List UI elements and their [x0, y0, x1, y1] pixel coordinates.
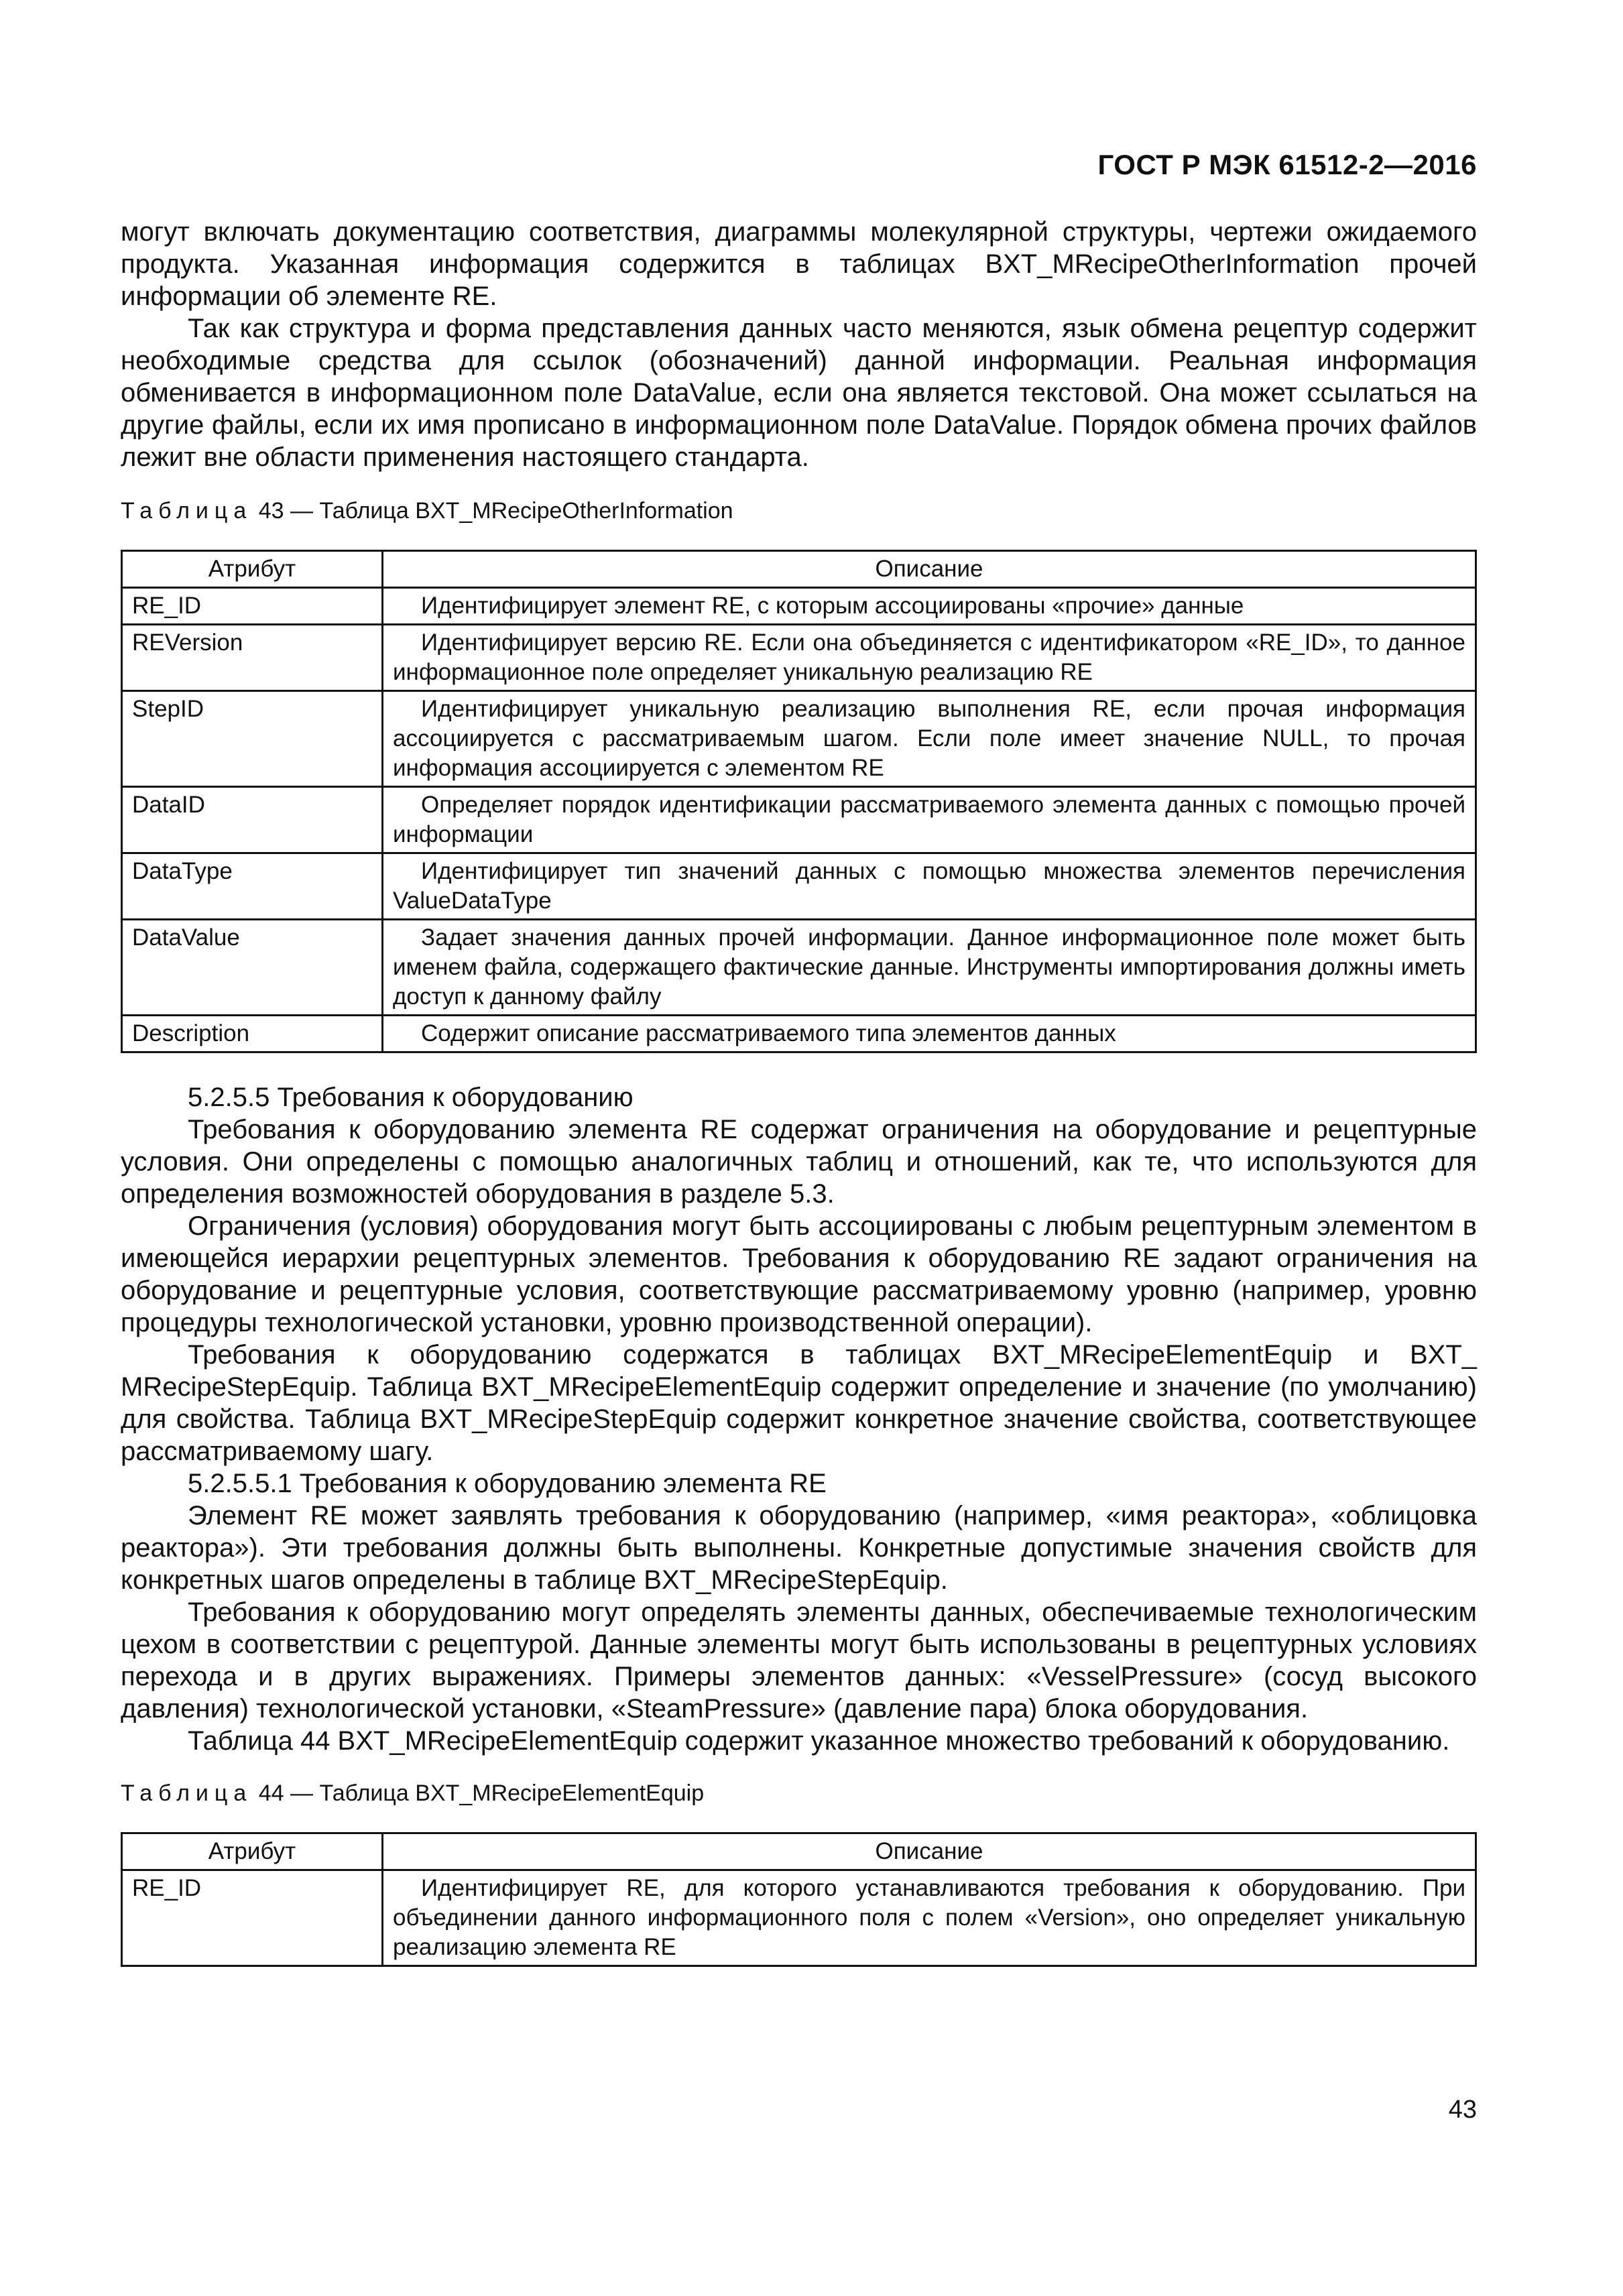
table-44-header-row: [122, 1833, 1476, 1870]
table-43-caption-word: Таблица: [121, 498, 253, 524]
table-44-col-attribute: Атрибут: [122, 1833, 383, 1870]
page-content: [121, 216, 1477, 1967]
table-43-attr-cell: Description: [122, 1016, 383, 1052]
section-heading-5-2-5-5-1: 5.2.5.5.1 Требования к оборудованию элемента RE: [188, 1469, 827, 1498]
table-43-col-attribute: Атрибут: [122, 551, 383, 588]
table-44: [121, 1832, 1477, 1967]
table-43-desc-cell: [383, 1016, 1476, 1052]
page-number: 43: [1448, 2096, 1477, 2124]
paragraph-data-exchange: Так как структура и форма представления данных часто меняются, язык обмена рецептур содержит необходимые средства для ссылок (обозначений) данной информации. Реальная информация обменивается в информационном поле DataValue, если она является текстовой. Она может ссылаться на другие файлы, если их имя прописано в информационном поле DataValue. Порядок обмена прочих файлов лежит вне области применения настоящего стандарта.: [121, 314, 1477, 472]
table-43-desc-cell: [383, 691, 1476, 787]
table-43-desc-cell: [383, 853, 1476, 920]
table-row: [122, 920, 1476, 1016]
paragraph-table-44-intro: Таблица 44 BXT_MRecipeElementEquip содержит указанное множество требований к оборудованию.: [188, 1726, 1450, 1756]
table-43-desc-cell: [383, 920, 1476, 1016]
document-standard-header: ГОСТ Р МЭК 61512-2—2016: [1097, 149, 1477, 180]
table-43-desc-text: Определяет порядок идентификации рассматриваемого элемента данных с помощью прочей информации: [393, 792, 1465, 847]
table-row: [122, 1016, 1476, 1052]
table-44-col-description: Описание: [383, 1833, 1476, 1870]
paragraph-element-requirements: Элемент RE может заявлять требования к оборудованию (например, «имя реактора», «облицовка реактора»). Эти требования должны быть выполнены. Конкретные допустимые значения свойств для конкретных шагов определены в таблице BXT_MRecipeStepEquip.: [121, 1501, 1477, 1595]
table-43-attr-cell: DataValue: [122, 920, 383, 1016]
table-43-attr-cell: StepID: [122, 691, 383, 787]
table-43-header-row: [122, 551, 1476, 588]
table-43-desc-cell: [383, 588, 1476, 625]
table-row: [122, 1870, 1476, 1966]
table-row: [122, 853, 1476, 920]
table-43: [121, 550, 1477, 1053]
table-44-desc-text: Идентифицирует RE, для которого устанавливаются требования к оборудованию. При объединении данного информационного поля с полем «Version», оно определяет уникальную реализацию элемента RE: [393, 1875, 1465, 1960]
table-43-desc-text: Идентифицирует уникальную реализацию выполнения RE, если прочая информация ассоциируется с рассматриваемым шагом. Если поле имеет значение NULL, то прочая информация ассоциируется с элементом RE: [393, 696, 1465, 781]
table-43-caption: [121, 496, 1477, 526]
table-43-desc-text: Идентифицирует тип значений данных с помощью множества элементов перечисления ValueDataType: [393, 858, 1465, 914]
table-44-caption: [121, 1778, 1477, 1808]
table-43-desc-text: Идентифицирует версию RE. Если она объединяется с идентификатором «RE_ID», то данное информационное поле определяет уникальную реализацию RE: [393, 629, 1465, 685]
paragraph-data-elements: Требования к оборудованию могут определять элементы данных, обеспечиваемые технологическим цехом в соответствии с рецептурой. Данные элементы могут быть использованы в рецептурных условиях перехода и в других выражениях. Примеры элементов данных: «VesselPressure» (сосуд высокого давления) технологической установки, «SteamPressure» (давление пара) блока оборудования.: [121, 1597, 1477, 1724]
table-43-attr-cell: RE_ID: [122, 588, 383, 625]
table-row: [122, 625, 1476, 691]
section-heading-5-2-5-5: 5.2.5.5 Требования к оборудованию: [188, 1083, 634, 1112]
table-44-caption-title: 44 — Таблица BXT_MRecipeElementEquip: [258, 1780, 705, 1806]
paragraph-equipment-tables: Требования к оборудованию содержатся в таблицах BXT_MRecipeElementEquip и BXT_ MRecipeStepEquip. Таблица BXT_MRecipeElementEquip содержит определение и значение (по умолчанию) для свойства. Таблица BXT_MRecipeStepEquip содержит конкретное значение свойства, соответствующее рассматриваемому шагу.: [121, 1340, 1477, 1466]
table-43-desc-text: Задает значения данных прочей информации. Данное информационное поле может быть именем файла, содержащего фактические данные. Инструменты импортирования должны иметь доступ к данному файлу: [393, 924, 1465, 1010]
table-44-desc-cell: [383, 1870, 1476, 1966]
table-43-desc-cell: [383, 787, 1476, 853]
paragraph-continuation: могут включать документацию соответствия, диаграммы молекулярной структуры, чертежи ожидаемого продукта. Указанная информация содержится в таблицах BXT_MRecipeOtherInformation прочей информации об элементе RE.: [121, 217, 1477, 311]
table-43-col-description: Описание: [383, 551, 1476, 588]
table-43-desc-text: Идентифицирует элемент RE, с которым ассоциированы «прочие» данные: [421, 593, 1244, 619]
paragraph-equipment-requirements: Требования к оборудованию элемента RE содержат ограничения на оборудование и рецептурные условия. Они определены с помощью аналогичных таблиц и отношений, как те, что используются для определения возможностей оборудования в разделе 5.3.: [121, 1115, 1477, 1209]
table-44-caption-word: Таблица: [121, 1780, 253, 1806]
table-43-attr-cell: DataType: [122, 853, 383, 920]
table-row: [122, 691, 1476, 787]
paragraph-equipment-constraints: Ограничения (условия) оборудования могут быть ассоциированы с любым рецептурным элементом в имеющейся иерархии рецептурных элементов. Требования к оборудованию RE задают ограничения на оборудование и рецептурные условия, соответствующие рассматриваемому уровню (например, уровню процедуры технологической установки, уровню производственной операции).: [121, 1211, 1477, 1337]
table-43-desc-text: Содержит описание рассматриваемого типа элементов данных: [421, 1020, 1116, 1046]
table-44-attr-cell: RE_ID: [122, 1870, 383, 1966]
table-43-attr-cell: DataID: [122, 787, 383, 853]
table-row: [122, 787, 1476, 853]
table-43-desc-cell: [383, 625, 1476, 691]
table-43-caption-title: 43 — Таблица BXT_MRecipeOtherInformation: [258, 498, 733, 524]
table-row: [122, 588, 1476, 625]
table-43-attr-cell: REVersion: [122, 625, 383, 691]
